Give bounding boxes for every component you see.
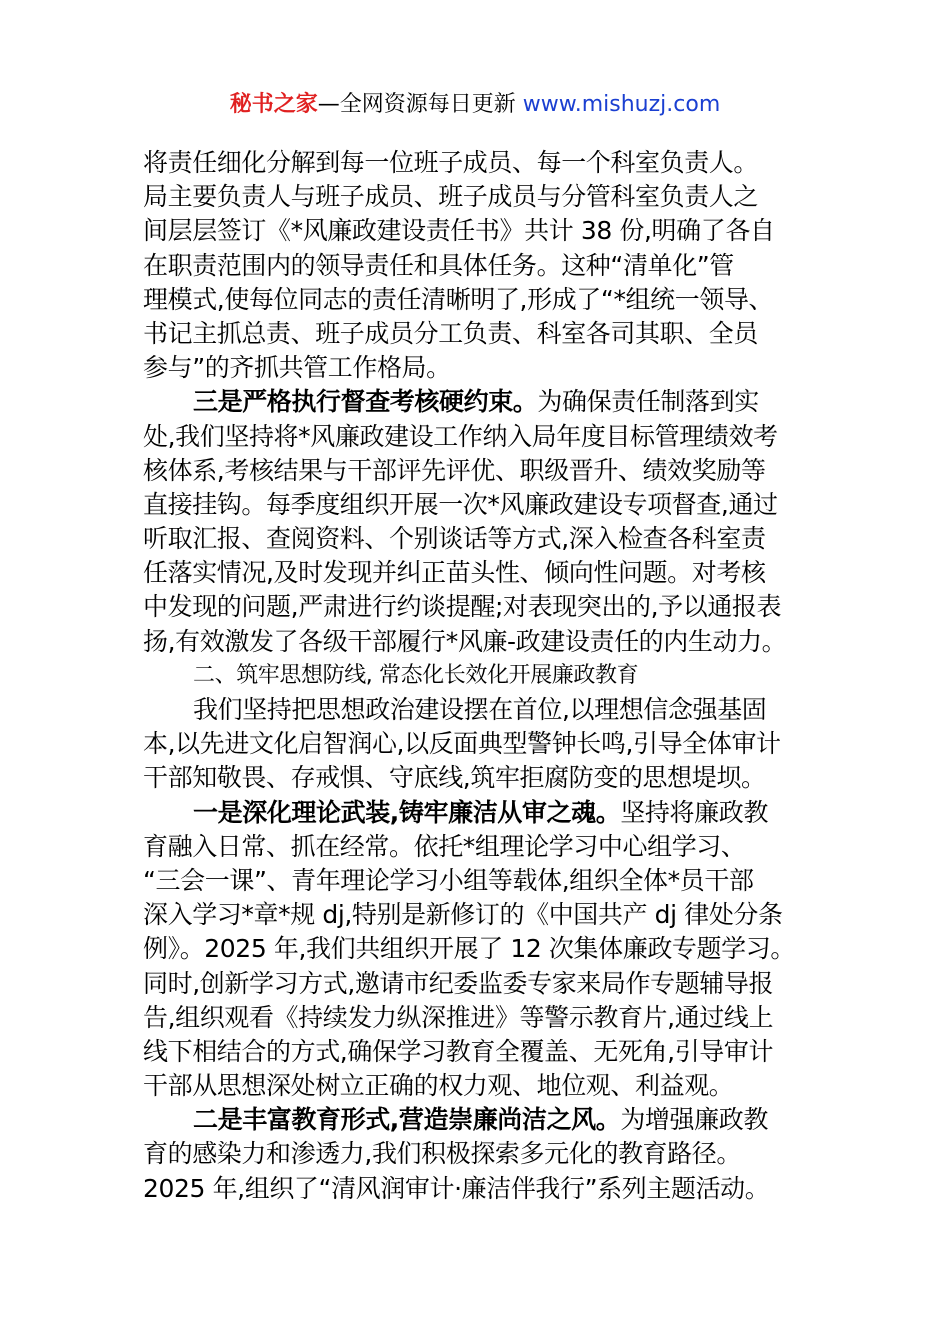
text-line: [143, 1001, 823, 1035]
text-line: [143, 693, 823, 727]
header-tagline: —全网资源每日更新: [317, 92, 523, 117]
line-text: 直接挂钩。每季度组织开展一次*风廉政建设专项督查,通过: [143, 489, 778, 519]
text-line: [143, 967, 823, 1001]
text-line: [143, 522, 823, 556]
text-line: [143, 1103, 823, 1137]
text-line: [143, 898, 823, 932]
line-text: 任落实情况,及时发现并纠正苗头性、倾向性问题。对考核: [143, 558, 766, 588]
site-header: [0, 88, 950, 122]
text-line: [143, 556, 823, 590]
line-text: 理模式,使每位同志的责任清晰明了,形成了“*组统一领导、: [143, 284, 774, 314]
text-line: [143, 727, 823, 761]
text-line: [143, 420, 823, 454]
line-text: 听取汇报、查阅资料、个别谈话等方式,深入检查各科室责: [143, 524, 766, 554]
text-line: [143, 659, 823, 693]
document-body: [143, 146, 823, 1206]
text-line: [143, 932, 823, 966]
text-line: [143, 1137, 823, 1171]
line-text: 间层层签订《*风廉政建设责任书》共计 38 份,明确了各自: [143, 216, 775, 246]
line-text: 参与”的齐抓共管工作格局。: [143, 353, 451, 383]
line-text: 同时,创新学习方式,邀请市纪委监委专家来局作专题辅导报: [143, 968, 774, 998]
bold-lead-phrase: 三是严格执行督查考核硬约束。: [193, 387, 538, 417]
line-text: 深入学习*章*规 dj,特别是新修订的《中国共产 dj 律处分条: [143, 900, 783, 930]
text-line: [143, 454, 823, 488]
brand-name: 秘书之家: [229, 92, 318, 117]
text-line: [143, 1069, 823, 1103]
line-text: 将责任细化分解到每一位班子成员、每一个科室负责人。: [143, 148, 759, 177]
text-line: [143, 830, 823, 864]
line-text: 处,我们坚持将*风廉政建设工作纳入局年度目标管理绩效考: [143, 421, 778, 451]
site-url-link[interactable]: www.mishuzj.com: [522, 92, 721, 117]
line-text: 我们坚持把思想政治建设摆在首位,以理想信念强基固: [193, 695, 767, 724]
line-text: 干部从思想深处树立正确的权力观、地位观、利益观。: [143, 1071, 734, 1101]
line-text: 育融入日常、抓在经常。依托*组理论学习中心组学习、: [143, 831, 746, 861]
line-text: 本,以先进文化启智润心,以反面典型警钟长鸣,引导全体审计: [143, 729, 781, 759]
text-line: [143, 761, 823, 795]
text-line: [143, 796, 823, 830]
text-line: [143, 249, 823, 283]
line-text: 中发现的问题,严肃进行约谈提醒;对表现突出的,予以通报表: [143, 592, 782, 622]
line-text: 干部知敬畏、存戒惧、守底线,筑牢拒腐防变的思想堤坝。: [143, 763, 766, 793]
line-text: 核体系,考核结果与干部评先评优、职级晋升、绩效奖励等: [143, 455, 766, 485]
line-text: 例》。2025 年,我们共组织开展了 12 次集体廉政专题学习。: [143, 934, 795, 964]
text-line: [143, 1035, 823, 1069]
line-text: 2025 年,组织了“清风润审计·廉洁伴我行”系列主题活动。: [143, 1173, 770, 1203]
bold-lead-phrase: 二是丰富教育形式,营造崇廉尚洁之风。: [193, 1105, 621, 1135]
line-text: 坚持将廉政教: [620, 797, 768, 827]
line-text: 在职责范围内的领导责任和具体任务。这种“清单化”管: [143, 250, 734, 280]
text-line: [143, 625, 823, 659]
line-text: “三会一课”、青年理论学习小组等载体,组织全体*员干部: [143, 865, 754, 895]
text-line: [143, 351, 823, 385]
bold-lead-phrase: 一是深化理论武装,铸牢廉洁从审之魂。: [193, 797, 621, 827]
line-text: 书记主抓总责、班子成员分工负责、科室各司其职、全员: [143, 318, 759, 348]
line-text: 二、筑牢思想防线, 常态化长效化开展廉政教育: [193, 662, 639, 688]
line-text: 为增强廉政教: [620, 1105, 768, 1135]
line-text: 局主要负责人与班子成员、班子成员与分管科室负责人之: [143, 182, 759, 212]
text-line: [143, 317, 823, 351]
text-line: [143, 864, 823, 898]
text-line: [143, 283, 823, 317]
text-line: [143, 146, 823, 180]
text-line: [143, 590, 823, 624]
text-line: [143, 180, 823, 214]
text-line: [143, 1172, 823, 1206]
line-text: 线下相结合的方式,确保学习教育全覆盖、无死角,引导审计: [143, 1036, 774, 1066]
text-line: [143, 214, 823, 248]
text-line: [143, 385, 823, 419]
line-text: 扬,有效激发了各级干部履行*风廉-政建设责任的内生动力。: [143, 626, 787, 656]
line-text: 告,组织观看《持续发力纵深推进》等警示教育片,通过线上: [143, 1002, 774, 1032]
line-text: 为确保责任制落到实: [537, 387, 759, 417]
text-line: [143, 488, 823, 522]
line-text: 育的感染力和渗透力,我们积极探索多元化的教育路径。: [143, 1139, 741, 1169]
